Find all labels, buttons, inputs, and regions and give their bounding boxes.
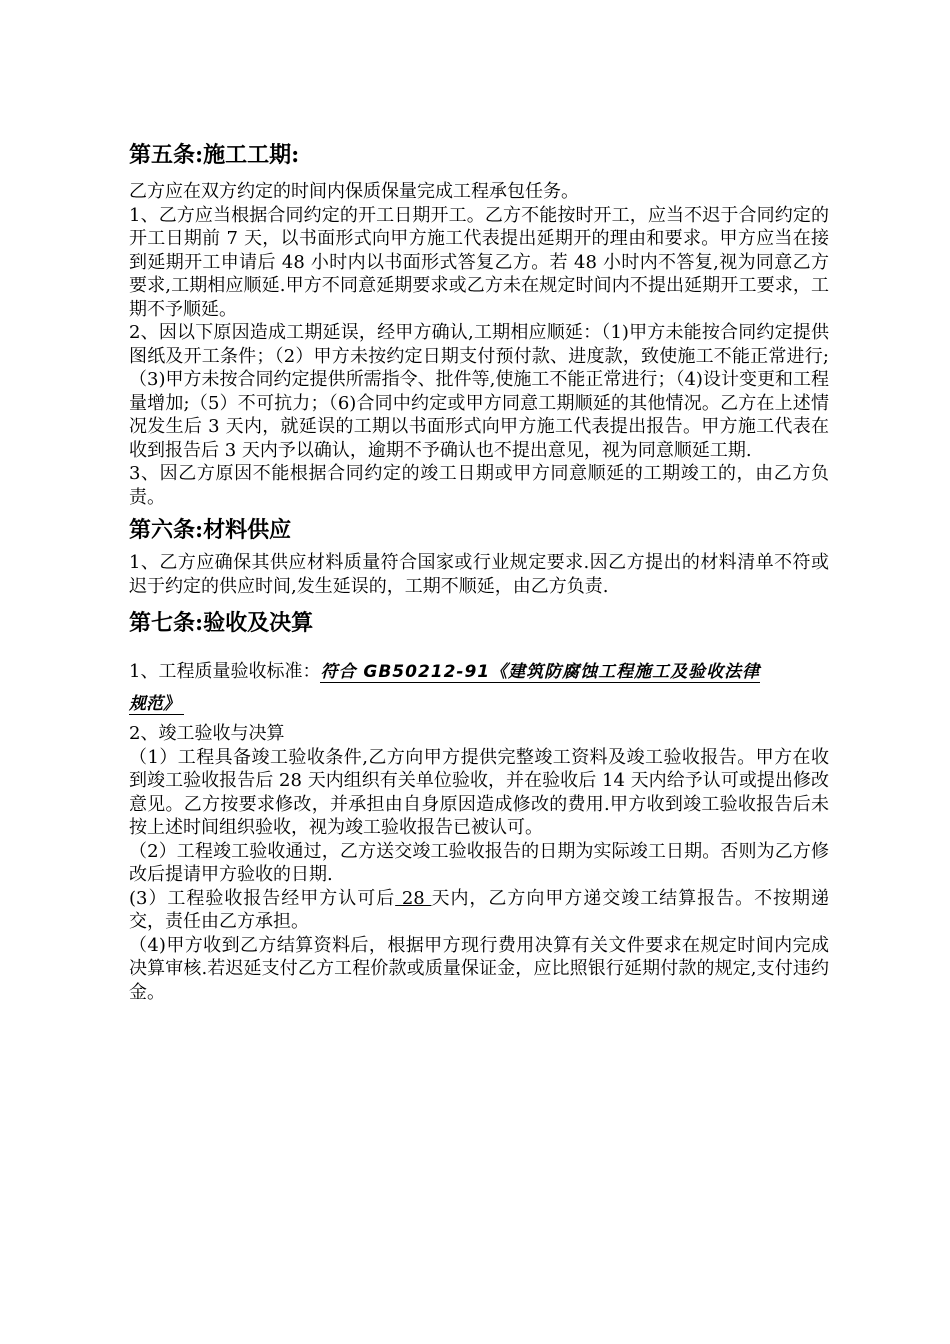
article7-item3 (129, 887, 829, 934)
article7-item4: （4)甲方收到乙方结算资料后，根据甲方现行费用决算有关文件要求在规定时间内完成决算审核.若迟延支付乙方工程价款或质量保证金，应比照银行延期付款的规定,支付违约金。 (129, 934, 829, 1003)
clause1-prefix: 1、工程质量验收标准： (129, 661, 321, 682)
article5-clause2: 2、因以下原因造成工期延误，经甲方确认,工期相应顺延：（1)甲方未能按合同约定提供图纸及开工条件；（2）甲方未按约定日期支付预付款、进度款，致使施工不能正常进行;（3)甲方未按合同约定提供所需指令、批件等,使施工不能正常进行；（4)设计变更和工程量增加;（5）不可抗力；（6)合同中约定或甲方同意工期顺延的其他情况。乙方在上述情况发生后 3 天内，就延误的工期以书面形式向甲方施工代表提出报告。甲方施工代表在收到报告后 3 天内予以确认，逾期不予确认也不提出意见，视为同意顺延工期. (129, 322, 829, 461)
article6-title: 第六条:材料供应 (129, 517, 292, 543)
quality-standard-continued (129, 686, 829, 722)
article7-item1: （1）工程具备竣工验收条件,乙方向甲方提供完整竣工资料及竣工验收报告。甲方在收到竣工验收报告后 28 天内组织有关单位验收，并在验收后 14 天内给予认可或提出修改意见。乙方按要求修改，并承担由自身原因造成修改的费用.甲方收到竣工验收报告后未按上述时间组织验收，视为竣工验收报告已被认可。 (129, 746, 829, 838)
article7-clause1 (129, 658, 829, 686)
article7-item2: （2）工程竣工验收通过，乙方送交竣工验收报告的日期为实际竣工日期。否则为乙方修改后提请甲方验收的日期. (129, 840, 829, 885)
quality-standard: 符合 GB50212-91《建筑防腐蚀工程施工及验收法律 (320, 662, 761, 682)
article5-title: 第五条:施工工期: (129, 142, 300, 168)
article7-clause2-title: 2、竣工验收与决算 (129, 723, 285, 744)
article6-clause1: 1、乙方应确保其供应材料质量符合国家或行业规定要求.因乙方提出的材料清单不符或迟于约定的供应时间,发生延误的，工期不顺延，由乙方负责. (129, 552, 829, 597)
item3-prefix: (3）工程验收报告经甲方认可后 (129, 887, 396, 909)
article5-intro: 乙方应在双方约定的时间内保质保量完成工程承包任务。 (129, 181, 579, 202)
article5-clause3: 3、因乙方原因不能根据合同约定的竣工日期或甲方同意顺延的工期竣工的，由乙方负责。 (129, 463, 829, 508)
item3-suffix: 天内，乙方向甲方递交竣工结算报告。不按期递交，责任由乙方承担。 (129, 887, 829, 932)
contract-page (129, 140, 829, 1004)
article5-clause1: 1、乙方应当根据合同约定的开工日期开工。乙方不能按时开工，应当不迟于合同约定的开工日期前 7 天，以书面形式向甲方施工代表提出延期开的理由和要求。甲方应当在接到延期开工申请后 48 小时内以书面形式答复乙方。若 48 小时内不答复,视为同意乙方要求,工期相应顺延.甲方不同意延期要求或乙方未在规定时间内不提出延期开工要求，工期不予顺延。 (129, 204, 829, 320)
article7-title: 第七条:验收及决算 (129, 610, 314, 636)
item3-days: 28 (395, 887, 432, 909)
quality-standard-line2: 规范》 (129, 694, 184, 715)
